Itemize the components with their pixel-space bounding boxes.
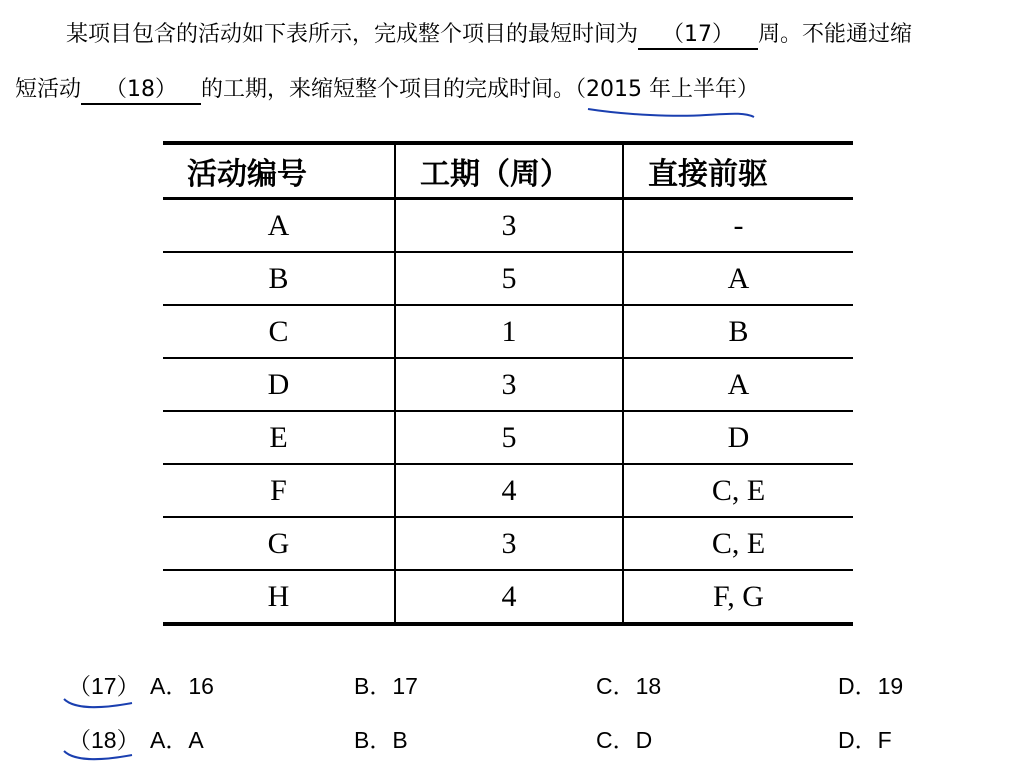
table-row bbox=[163, 570, 853, 624]
activity-id-cell: G bbox=[163, 517, 395, 570]
activity-id-cell: F bbox=[163, 464, 395, 517]
question-text: 周。不能通过缩 bbox=[758, 22, 913, 47]
blank-18: （18） bbox=[81, 77, 201, 105]
option-c[interactable]: C．18 bbox=[596, 673, 662, 699]
duration-cell: 4 bbox=[395, 464, 623, 517]
question-text: 短活动 bbox=[15, 77, 82, 102]
question-line-2 bbox=[15, 75, 759, 105]
activity-id-cell: C bbox=[163, 305, 395, 358]
activity-id-cell: H bbox=[163, 570, 395, 624]
predecessor-cell: B bbox=[623, 305, 853, 358]
table-row bbox=[163, 411, 853, 464]
handwritten-mark bbox=[60, 697, 140, 711]
exam-year bbox=[586, 75, 737, 105]
option-c[interactable]: C．D bbox=[596, 727, 653, 753]
table-header-row bbox=[163, 143, 853, 199]
option-a[interactable]: A．16 bbox=[150, 673, 214, 699]
duration-cell: 5 bbox=[395, 411, 623, 464]
activity-id-cell: E bbox=[163, 411, 395, 464]
activity-id-cell: B bbox=[163, 252, 395, 305]
predecessor-cell: A bbox=[623, 252, 853, 305]
duration-cell: 3 bbox=[395, 358, 623, 411]
predecessor-cell: C, E bbox=[623, 517, 853, 570]
question-text: 某项目包含的活动如下表所示，完成整个项目的最短时间为 bbox=[66, 22, 639, 47]
header-predecessor: 直接前驱 bbox=[623, 143, 853, 199]
question-number: （18） bbox=[68, 727, 140, 753]
activity-id-cell: D bbox=[163, 358, 395, 411]
predecessor-cell: - bbox=[623, 199, 853, 253]
predecessor-cell: A bbox=[623, 358, 853, 411]
question-text: 的工期，来缩短整个项目的完成时间。（ bbox=[201, 77, 587, 102]
options-row-17 bbox=[0, 668, 1011, 700]
table-row bbox=[163, 199, 853, 253]
question-line-1 bbox=[66, 20, 912, 50]
activity-table bbox=[163, 141, 853, 626]
activity-id-cell: A bbox=[163, 199, 395, 253]
duration-cell: 3 bbox=[395, 199, 623, 253]
duration-cell: 5 bbox=[395, 252, 623, 305]
header-activity-id: 活动编号 bbox=[163, 143, 395, 199]
handwritten-underline bbox=[586, 103, 756, 119]
table-row bbox=[163, 305, 853, 358]
duration-cell: 1 bbox=[395, 305, 623, 358]
question-number: （17） bbox=[68, 673, 140, 699]
table-row bbox=[163, 464, 853, 517]
table-row bbox=[163, 517, 853, 570]
handwritten-mark bbox=[60, 749, 140, 763]
duration-cell: 3 bbox=[395, 517, 623, 570]
option-b[interactable]: B．17 bbox=[354, 673, 418, 699]
predecessor-cell: C, E bbox=[623, 464, 853, 517]
question-text: ） bbox=[737, 77, 760, 102]
predecessor-cell: F, G bbox=[623, 570, 853, 624]
table-row bbox=[163, 252, 853, 305]
option-d[interactable]: D．19 bbox=[838, 673, 904, 699]
option-d[interactable]: D．F bbox=[838, 727, 892, 753]
option-a[interactable]: A．A bbox=[150, 727, 204, 753]
duration-cell: 4 bbox=[395, 570, 623, 624]
exam-year-label: 2015 年上半年 bbox=[586, 77, 738, 102]
header-duration: 工期（周） bbox=[395, 143, 623, 199]
predecessor-cell: D bbox=[623, 411, 853, 464]
options-row-18 bbox=[0, 722, 1011, 754]
table-row bbox=[163, 358, 853, 411]
blank-17: （17） bbox=[638, 22, 758, 50]
option-b[interactable]: B．B bbox=[354, 727, 408, 753]
